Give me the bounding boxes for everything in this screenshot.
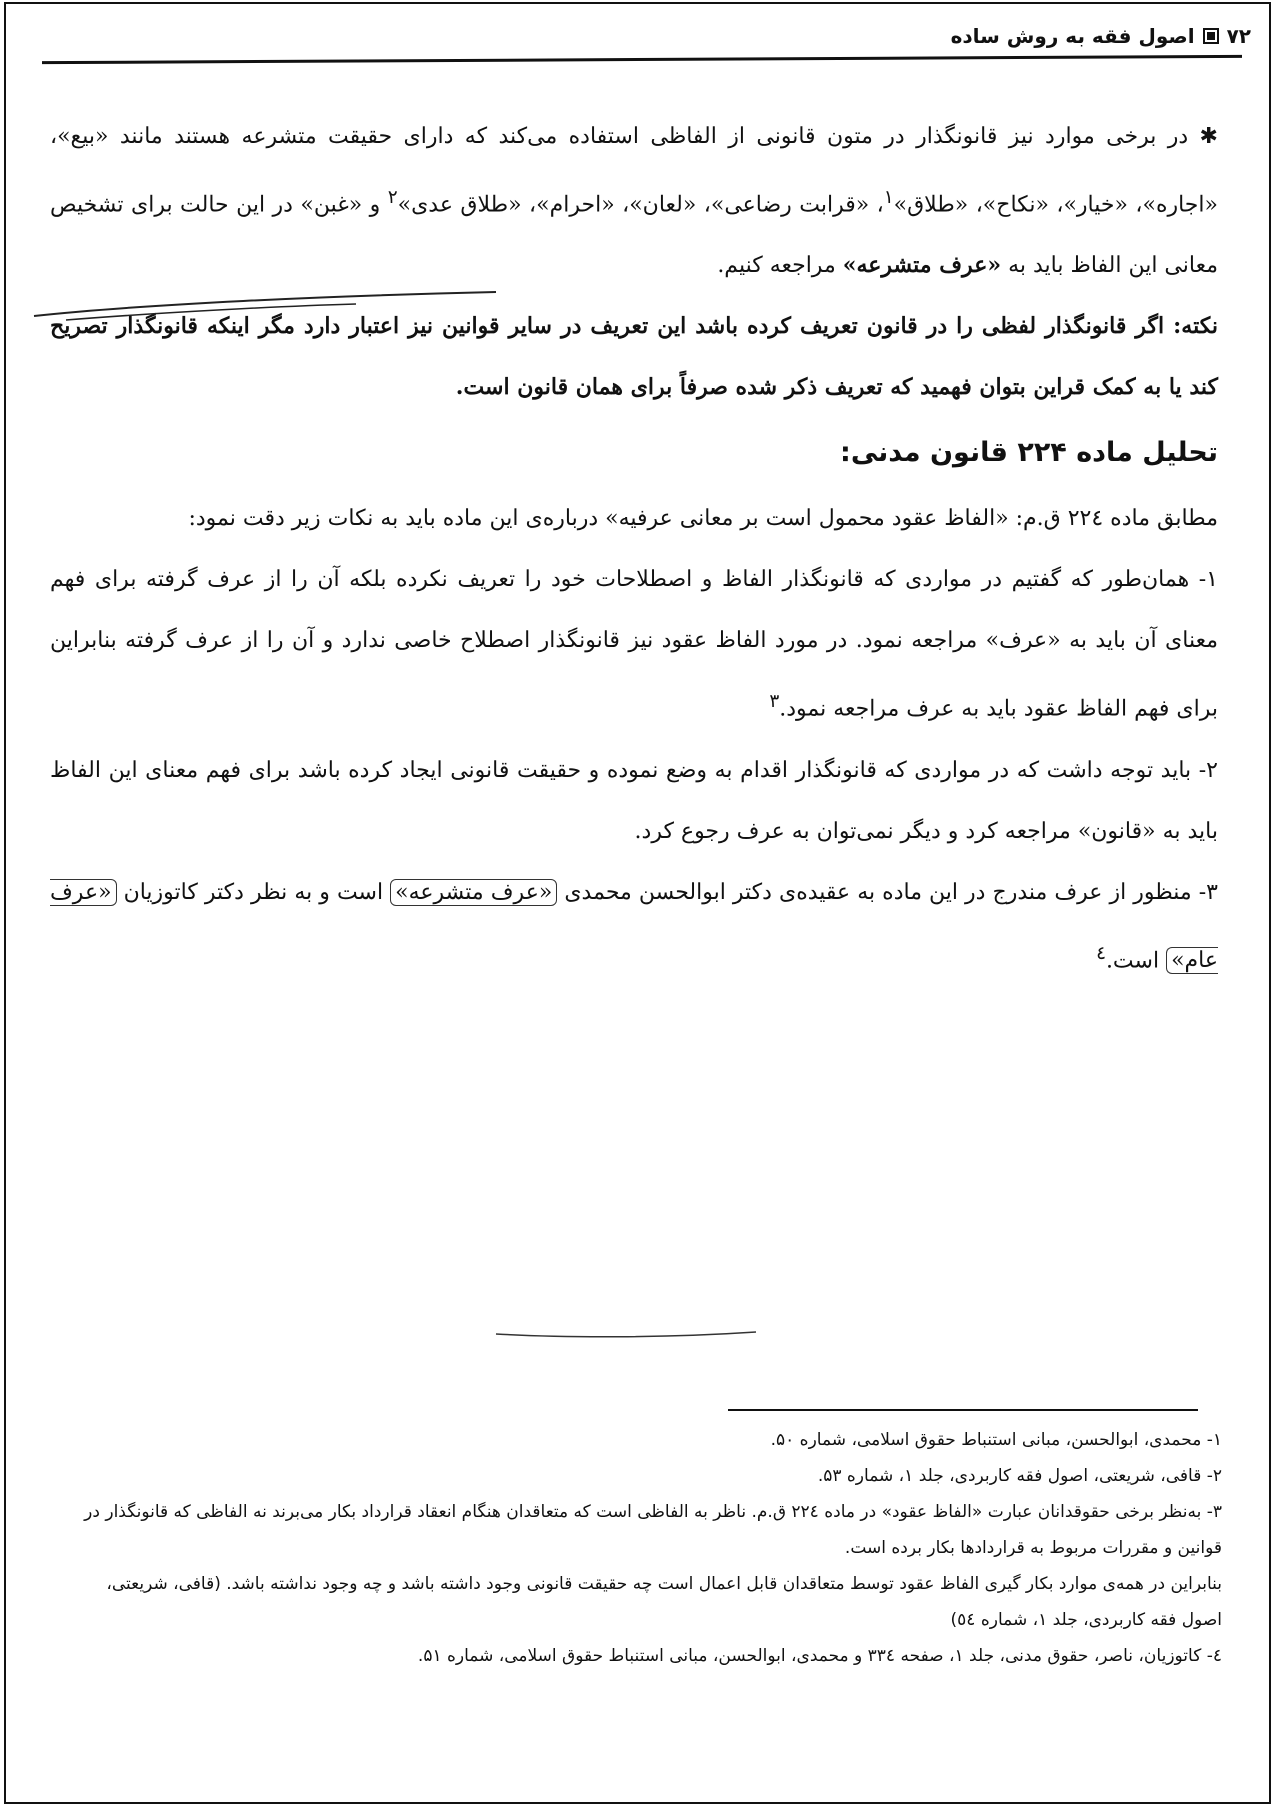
footnotes (62, 1422, 1222, 1674)
footnote-3a: ۳- به‌نظر برخی حقوقدانان عبارت «الفاظ عقود» در ماده ۲۲٤ ق.م. ناظر به الفاظی است که متعاقدان هنگام انعقاد قرارداد بکار می‌برند نه الفاظی که قانونگذار در قوانین و مقررات مربوط به قراردادها بکار برده است. (84, 1502, 1222, 1558)
footnote-3b: بنابراین در همه‌ی موارد بکار گیری الفاظ عقود توسط متعاقدان قابل اعمال است چه حقیقت قانونی وجود داشته باشد و چه وجود نداشته باشد. (قافی، شریعتی، اصول فقه کاربردی، جلد ۱، شماره ٥٤) (106, 1574, 1222, 1630)
list-item-2: ۲- باید توجه داشت که در مواردی که قانونگذار اقدام به وضع نموده و حقیقت قانونی ایجاد کرده باشد برای فهم معنای این الفاظ باید به «قانون» مراجعه کرد و دیگر نمی‌توان به عرف رجوع کرد. (50, 757, 1218, 844)
boxed-term-urf-am: «عرف عام» (50, 879, 1218, 973)
boxed-term-urf-motasharea: «عرف متشرعه» (390, 879, 557, 906)
note-text: اگر قانونگذار لفظی را در قانون تعریف کرده باشد این تعریف در سایر قوانین نیز اعتبار دارد مگر اینکه قانونگذار تصریح کند یا به کمک قراین بتوان فهمید که تعریف ذکر شده صرفاً برای همان قانون است. (50, 313, 1218, 401)
paragraph-article-224: مطابق ماده ۲۲٤ ق.م: «الفاظ عقود محمول است بر معانی عرفیه» درباره‌ی این ماده باید به نکات زیر دقت نمود: (188, 506, 1218, 532)
header-divider (42, 55, 1242, 64)
footnote-ref-1: ۱ (883, 187, 894, 208)
footnote-1: ۱- محمدی، ابوالحسن، مبانی استنباط حقوق اسلامی، شماره ۵۰. (770, 1430, 1222, 1450)
footnote-ref-4: ٤ (1096, 942, 1106, 964)
note-label: نکته: (1173, 313, 1218, 340)
asterisk-bullet: ✱ (1188, 124, 1218, 149)
bold-term-urf-motasharea: «عرف متشرعه» (842, 252, 1002, 279)
page-header (951, 24, 1251, 48)
section-heading: تحلیل ماده ۲۲۴ قانون مدنی: (840, 437, 1218, 469)
main-text (50, 106, 1218, 991)
footnote-2: ۲- قافی، شریعتی، اصول فقه کاربردی، جلد ۱، شماره ۵۳. (817, 1466, 1222, 1486)
book-title: اصول فقه به روش ساده (950, 24, 1195, 48)
footnote-divider (728, 1409, 1198, 1411)
note-paragraph (50, 296, 1218, 418)
handwritten-bracket-mark (486, 1294, 766, 1344)
page-number: ۷۲ (1226, 24, 1251, 48)
square-bullet-icon (1203, 28, 1219, 44)
footnote-4: ٤- کاتوزیان، ناصر، حقوق مدنی، جلد ۱، صفحه ۳۳٤ و محمدی، ابوالحسن، مبانی استنباط حقوق اسلامی، شماره ۵۱. (417, 1646, 1222, 1666)
footnote-ref-2: ۲ (387, 187, 398, 208)
list-item-3: ۳- منظور از عرف مندرج در این ماده به عقیده‌ی دکتر ابوالحسن محمدی «عرف متشرعه» است و به نظر دکتر کاتوزیان «عرف عام» است.$^٤$ (50, 879, 1218, 973)
paragraph-intro: ✱ در برخی موارد نیز قانونگذار در متون قانونی از الفاظی استفاده می‌کند که دارای حقیقت متشرعه هستند مانند «بیع»، «اجاره»، «خیار»، «نکاح»، «طلاق»$^۱$، «قرابت رضاعی»، «لعان»، «احرام»، «طلاق عدی»$^۲$ و «غبن» در این حالت برای تشخیص معانی این الفاظ باید به «عرف متشرعه» مراجعه کنیم. (50, 124, 1218, 279)
book-page (4, 2, 1271, 1804)
footnote-ref-3: ۳ (769, 691, 780, 713)
list-item-1: ۱- همان‌طور که گفتیم در مواردی که قانونگذار الفاظ و اصطلاحات خود را تعریف نکرده بلکه آن را از عرف گرفته برای فهم معنای آن باید به «عرف» مراجعه نمود. در مورد الفاظ عقود نیز قانونگذار اصطلاح خاصی ندارد و آن را از عرف گرفته بنابراین برای فهم الفاظ عقود باید به عرف مراجعه نمود.$^۳$ (50, 567, 1218, 722)
